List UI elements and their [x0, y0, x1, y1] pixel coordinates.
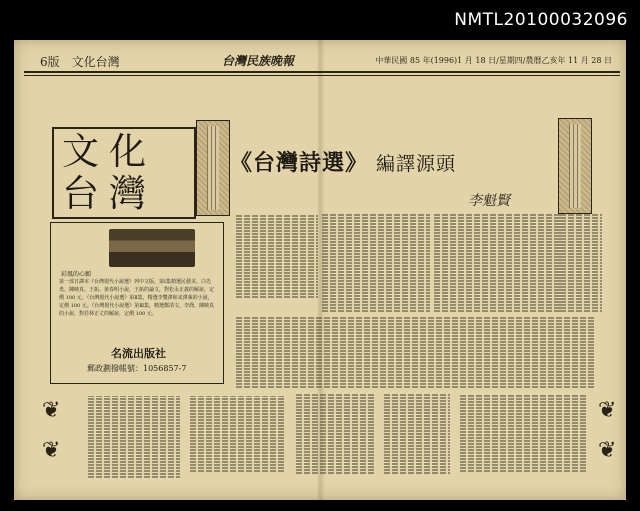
section-title-box	[52, 127, 196, 219]
edition-label: 6版 文化台灣	[40, 55, 120, 69]
article-text-column	[560, 214, 602, 312]
books-illustration	[109, 229, 195, 267]
column-engraving-left	[196, 120, 230, 216]
article-text-column	[236, 214, 318, 298]
column-engraving-right	[558, 118, 592, 214]
article-text-column	[434, 214, 560, 312]
article-text-column	[384, 394, 450, 474]
floral-ornament-icon: ❦	[598, 438, 617, 463]
ad-account-number: 郵政劃撥帳號：1056857-7	[87, 364, 187, 373]
newspaper-name: 台灣民族晚報	[222, 54, 295, 68]
article-headline	[230, 146, 456, 177]
article-text-column	[322, 214, 430, 312]
article-text-column	[236, 316, 596, 388]
floral-ornament-icon: ❦	[598, 398, 617, 423]
masthead	[40, 53, 622, 71]
article-text-column	[190, 396, 286, 472]
ad-publisher: 名流出版社	[111, 347, 166, 360]
headline-title: 《台灣詩選》	[230, 150, 369, 176]
article-text-column	[296, 394, 374, 474]
article-text-column	[460, 394, 588, 472]
masthead-rule	[24, 71, 620, 73]
ad-heading: 彩鳳的心願	[61, 271, 92, 278]
ad-body-text: 第一部日譯本《台灣現代小說選》列中文版，第Ⅰ集精選民藝美、白先勇、陳映真、王拓、黃春明小說，王拓的論文，對松永正義的解說，定價 100 元。《台灣現代小說選》第Ⅱ集，精選李雙澤和宋澤萊的小說，定價 100 元。《台灣現代小說選》第Ⅲ集，精選鄭清文、李喬、陳映真的小說，對若林正丈的解說，定價 100 元。	[59, 279, 215, 317]
book-advertisement	[50, 222, 224, 384]
section-title: 文化台灣	[62, 130, 156, 215]
issue-date: 中華民國 85 年(1996)1 月 18 日/星期四/農曆乙亥年 11 月 28 日	[375, 56, 612, 65]
headline-subtitle: 編譯源頭	[376, 153, 457, 175]
masthead-rule-thin	[24, 75, 620, 76]
article-text-column	[88, 396, 180, 478]
floral-ornament-icon: ❦	[42, 398, 61, 423]
author-signature: 李魁賢	[468, 193, 510, 209]
floral-ornament-icon: ❦	[42, 438, 61, 463]
archive-id-label: NMTL20100032096	[454, 10, 628, 30]
